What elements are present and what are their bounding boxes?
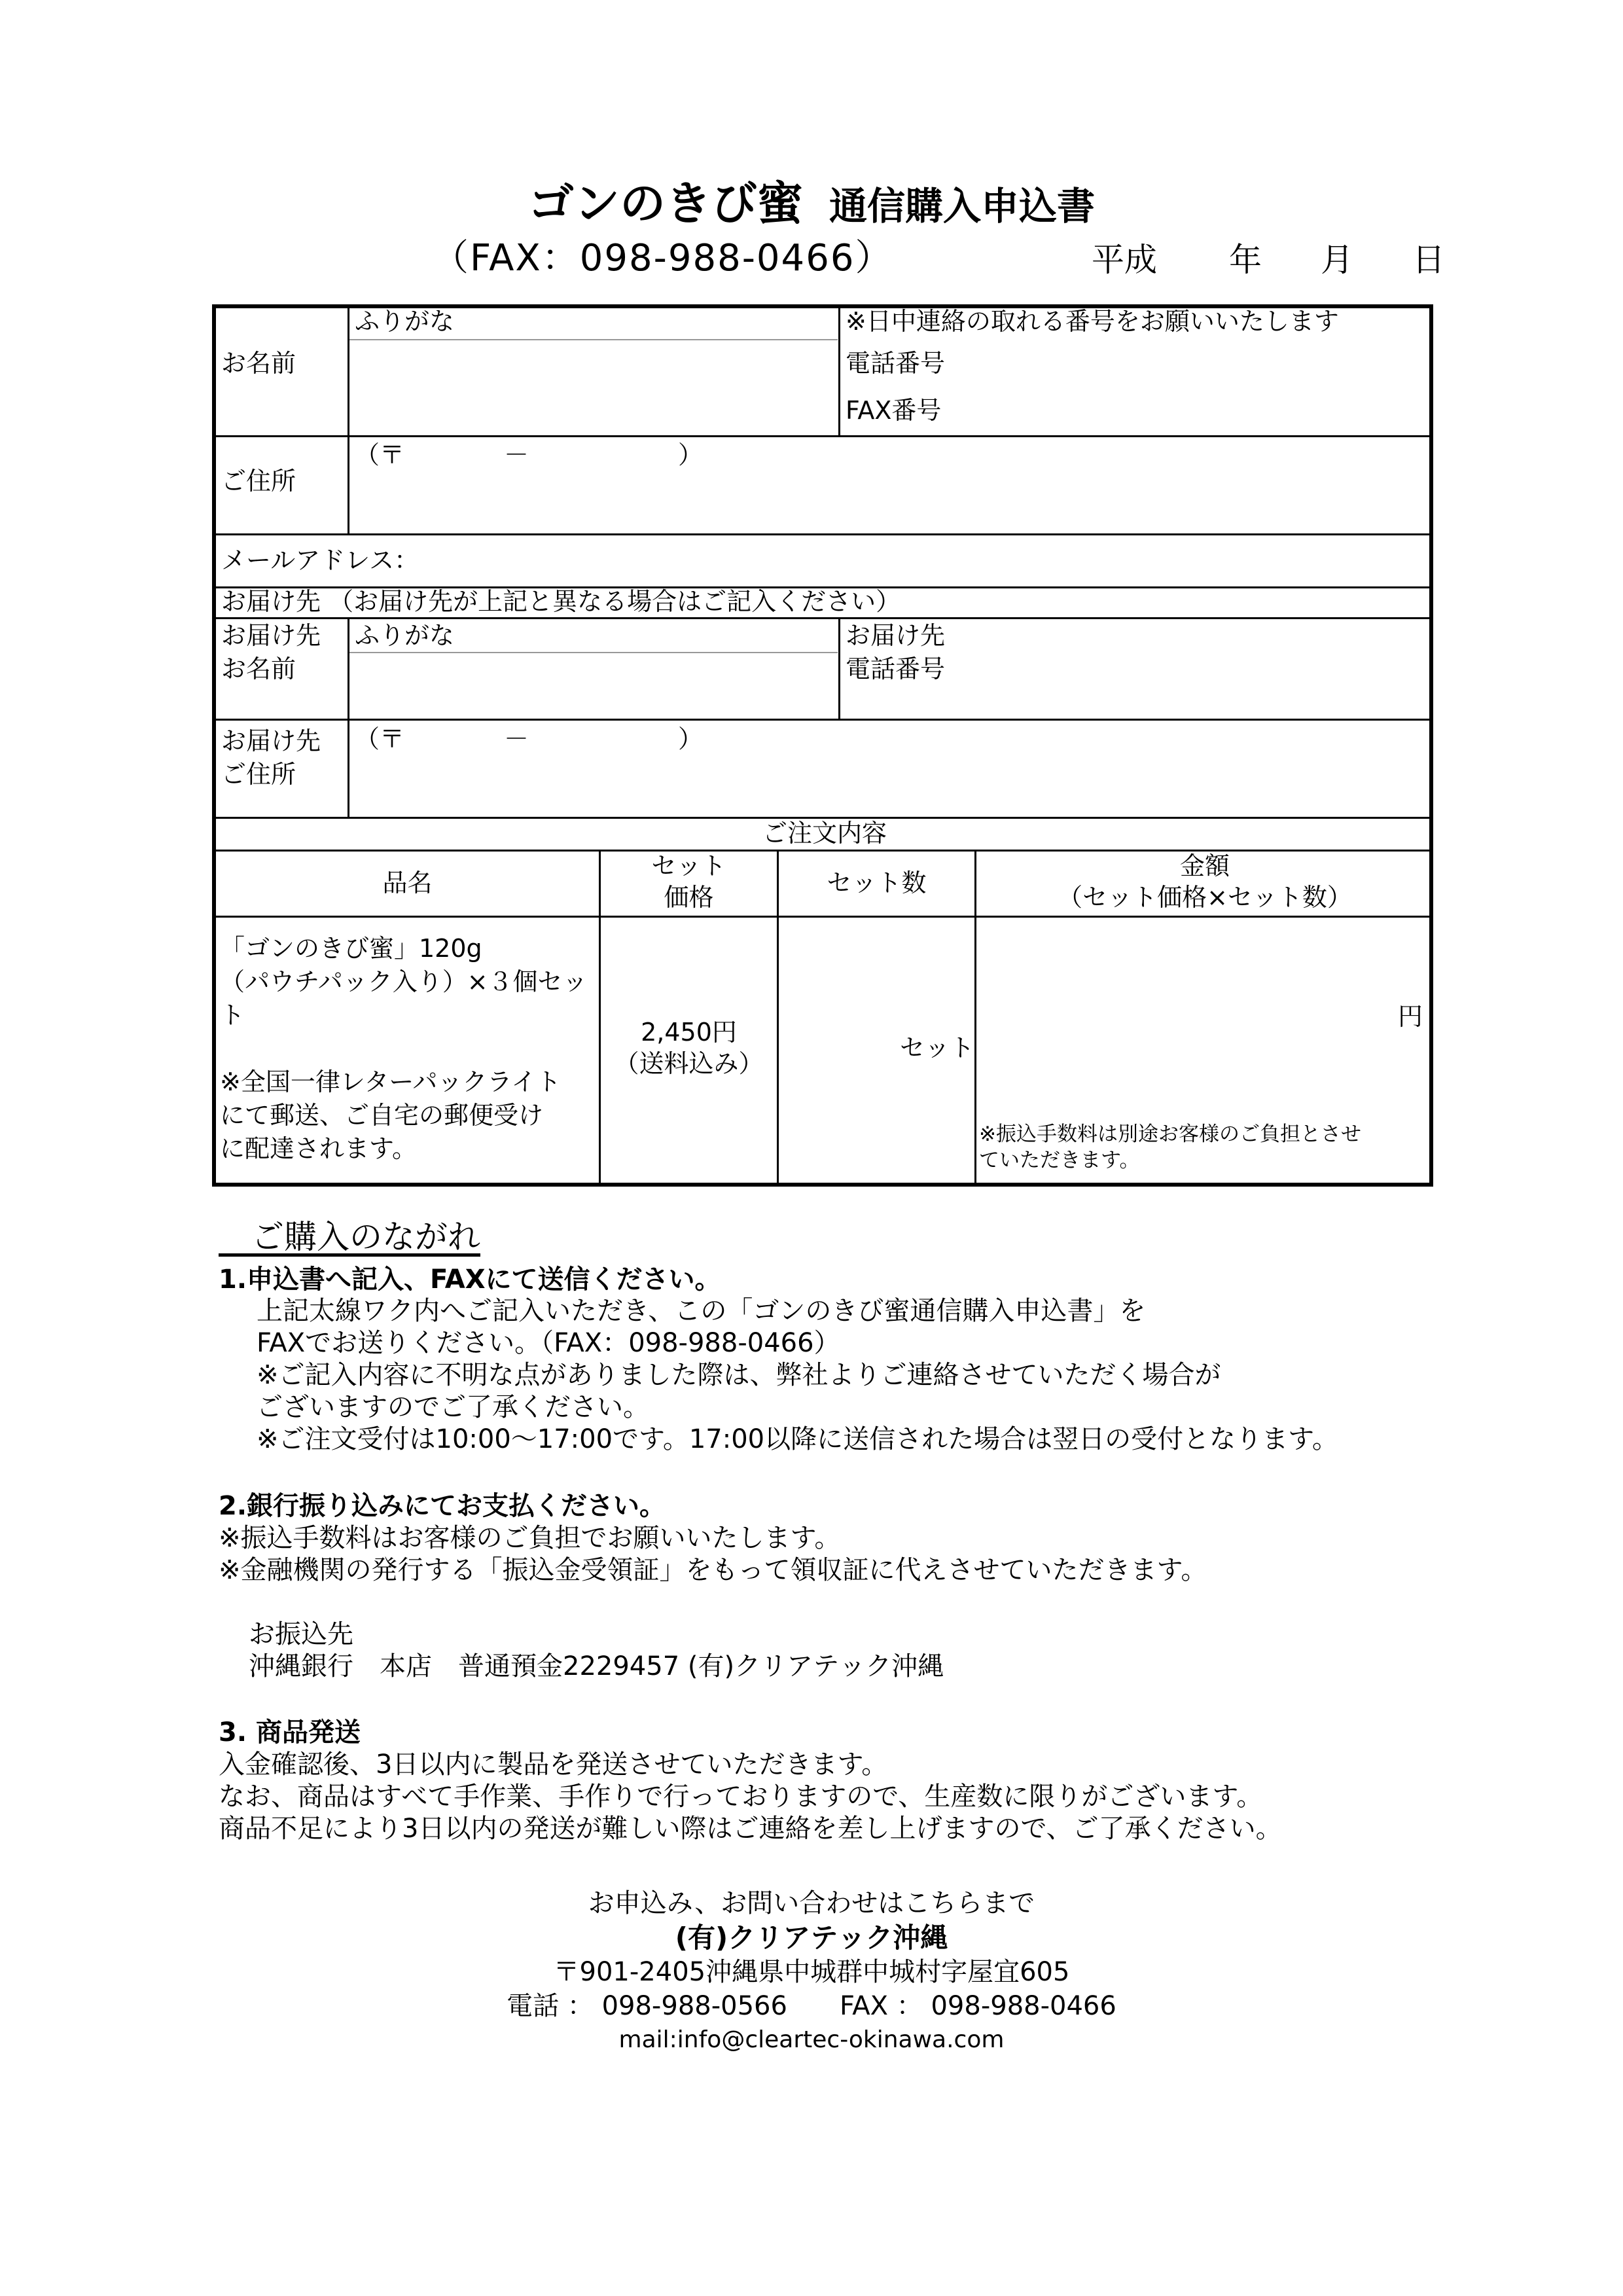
date-month: 月 [1321, 241, 1353, 279]
step1-title: 1.申込書へ記入、FAXにて送信ください。 [219, 1265, 721, 1295]
step3-line-1: 入金確認後、3日以内に製品を発送させていただきます。 [219, 1749, 888, 1780]
delivery-name-field[interactable] [355, 655, 832, 715]
item-line-3: ト [220, 1001, 245, 1030]
date-line [1092, 234, 1445, 281]
date-era: 平成 [1092, 241, 1157, 279]
flow-heading [219, 1216, 480, 1258]
col-set-price-1: セット [651, 852, 726, 880]
step3-line-2: なお、商品はすべて手作業、手作りで行っておりますので、生産数に限りがございます。 [219, 1782, 1263, 1812]
delivery-address-label-2: ご住所 [221, 760, 296, 789]
delivery-address-field[interactable] [355, 757, 1428, 814]
header-fax: （FAX：098-988-0466） [432, 237, 893, 279]
step1-line-3: ※ご記入内容に不明な点がありました際は、弊社よりご連絡させていただく場合が [257, 1360, 1221, 1390]
delivery-address-label-1: お届け先 [221, 726, 321, 755]
postal-format: （〒 － ） [355, 440, 704, 469]
furigana-label: ふりがな [355, 307, 455, 336]
step3-line-3: 商品不足により3日以内の発送が難しい際はご連絡を差し上げますので、ご了承ください。 [219, 1814, 1282, 1844]
date-year: 年 [1229, 241, 1262, 279]
item-line-2: （パウチパック入り）×３個セッ [220, 967, 588, 996]
address-field[interactable] [355, 472, 1428, 531]
contact-company: (有)クリアテック沖縄 [675, 1922, 948, 1954]
delivery-furigana-label: ふりがな [355, 621, 455, 650]
amount-field[interactable] [978, 989, 1370, 1022]
item-line-1: 「ゴンのきび蜜」120g [220, 934, 482, 963]
step2-bank-heading: お振込先 [249, 1619, 353, 1649]
title-product: ゴンのきび蜜 [527, 177, 803, 230]
step2-title: 2.銀行振り込みにてお支払ください。 [219, 1491, 666, 1521]
order-form [212, 304, 1433, 1187]
step1-line-4: ございますのでご了承ください。 [257, 1392, 649, 1422]
contact-address: 〒901-2405沖縄県中城群中城村字屋宜605 [553, 1957, 1070, 1987]
daytime-contact-note: ※日中連絡の取れる番号をお願いいたします [846, 307, 1339, 336]
phone-label: 電話番号 [846, 349, 946, 378]
delivery-phone-label-1: お届け先 [846, 621, 946, 650]
step1-line-2: FAXでお送りください。（FAX：098-988-0466） [257, 1328, 840, 1358]
step2-line-1: ※振込手数料はお客様のご負担でお願いいたします。 [219, 1523, 841, 1553]
fee-note-1: ※振込手数料は別途お客様のご負担とさせ [979, 1122, 1361, 1146]
title-form: 通信購入申込書 [829, 184, 1095, 228]
step2-bank-account: 沖縄銀行 本店 普通預金2229457 (有)クリアテック沖縄 [249, 1651, 944, 1681]
col-product: 品名 [382, 869, 433, 897]
step1-line-5: ※ご注文受付は10:00～17:00です。17:00以降に送信された場合は翌日の受付となります。 [257, 1424, 1338, 1454]
delivery-name-label-1: お届け先 [221, 621, 321, 650]
delivery-name-label-2: お名前 [221, 655, 296, 683]
step1-line-1: 上記太線ワク内へご記入いただき、この「ゴンのきび蜜通信購入申込書」を [257, 1296, 1146, 1326]
date-day: 日 [1412, 241, 1445, 279]
email-label: メールアドレス： [221, 546, 419, 575]
document-title [0, 167, 1623, 233]
col-amount-1: 金額 [1179, 852, 1230, 880]
contact-intro: お申込み、お問い合わせはこちらまで [588, 1888, 1035, 1918]
order-header: ご注文内容 [762, 819, 887, 848]
delivery-postal-format: （〒 － ） [355, 725, 704, 753]
delivery-header: お届け先 （お届け先が上記と異なる場合はご記入ください） [221, 587, 901, 616]
item-price: 2,450円 [641, 1018, 737, 1047]
col-set-price-2: 価格 [664, 883, 714, 912]
fax-label: FAX番号 [846, 396, 942, 425]
contact-mail[interactable]: mail:info@cleartec-okinawa.com [618, 2026, 1005, 2053]
address-label: ご住所 [221, 467, 296, 495]
amount-yen: 円 [1398, 1002, 1423, 1031]
item-price-note: （送料込み） [614, 1049, 764, 1078]
col-set-count: セット数 [827, 869, 927, 897]
set-count-unit: セット [900, 1033, 975, 1062]
name-label: お名前 [221, 349, 296, 378]
contact-phone-fax: 電話 ： 098-988-0566 FAX ： 098-988-0466 [507, 1991, 1116, 2021]
fee-note-2: ていただきます。 [979, 1149, 1140, 1172]
set-count-field[interactable] [780, 1022, 898, 1054]
flow-heading-text: ご購入のながれ [251, 1218, 480, 1256]
step2-line-2: ※金融機関の発行する「振込金受領証」をもって領収証に代えさせていただきます。 [219, 1555, 1207, 1585]
item-note-1: ※全国一律レターパックライト [220, 1067, 562, 1096]
delivery-phone-label-2: 電話番号 [846, 655, 946, 683]
step3-title: 3. 商品発送 [219, 1717, 361, 1748]
name-field[interactable] [355, 342, 832, 431]
email-field[interactable] [425, 539, 1427, 583]
item-note-3: に配達されます。 [220, 1134, 417, 1163]
item-note-2: にて郵送、ご自宅の郵便受け [220, 1101, 544, 1130]
col-amount-2: （セット価格×セット数） [1058, 883, 1352, 912]
